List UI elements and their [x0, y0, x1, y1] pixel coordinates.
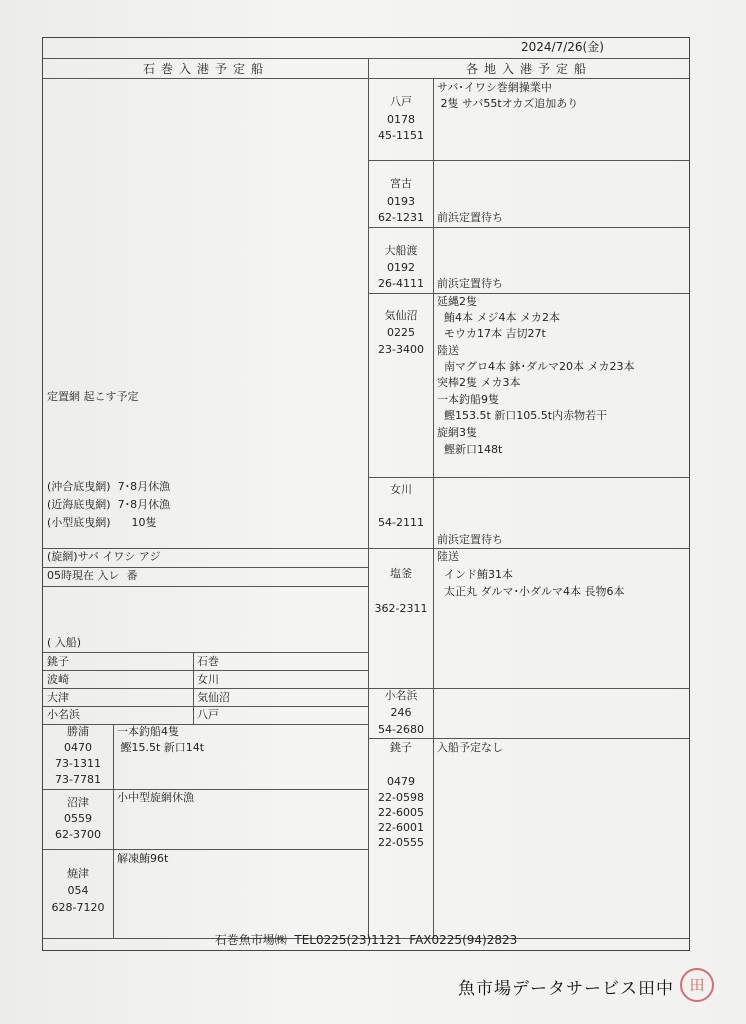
port-info: 陸送: [437, 550, 459, 563]
port-info: サバ･イワシ巻網操業中: [437, 81, 552, 94]
port-tel: 22-0598 22-6005 22-6001 22-0555: [378, 791, 424, 849]
port-info: 解凍鮪96t: [117, 852, 169, 865]
port-tel: 54-2680: [378, 723, 424, 736]
port-code: 0470: [64, 741, 92, 754]
report-date: 2024/7/26(金): [521, 40, 604, 54]
port-info: 旋網3隻: [437, 426, 477, 439]
port-name: 小名浜: [384, 689, 418, 702]
port-name: 銚子: [390, 741, 412, 754]
port-info: 太正丸 ダルマ･小ダルマ4本 長物6本: [437, 585, 625, 598]
port-info: 一本釣船9隻: [437, 393, 499, 406]
port-info: 鮪4本 メジ4本 メカ2本: [437, 311, 560, 324]
nyusen-to: 八戸: [197, 708, 219, 721]
port-tel: 23-3400: [378, 343, 424, 356]
port-name: 女川: [390, 483, 412, 496]
port-code: 0193: [387, 195, 415, 208]
port-info: 入船予定なし: [437, 741, 503, 754]
port-name: 八戸: [390, 95, 412, 108]
seal-stamp: 田: [680, 968, 714, 1002]
port-name: 勝浦: [67, 725, 89, 738]
port-info: 前浜定置待ち: [437, 533, 503, 546]
port-tel: 73-7781: [55, 773, 101, 786]
nyusen-from: 銚子: [47, 655, 69, 668]
port-name: 塩釜: [390, 567, 412, 580]
makiami-time: 05時現在 入レ 番: [47, 569, 138, 582]
right-header: 各地入港予定船: [465, 62, 592, 76]
port-name: 大船渡: [384, 244, 418, 257]
port-info: 2隻 サバ55tオカズ追加あり: [437, 97, 579, 110]
sokobiki-line: (沖合底曳網) 7･8月休漁: [47, 480, 171, 493]
port-info: 一本釣船4隻: [117, 725, 179, 738]
nyusen-from: 波崎: [47, 673, 69, 686]
port-tel: 73-1311: [55, 757, 101, 770]
port-tel: 45-1151: [378, 129, 424, 142]
makiami-title: (旋網)サバ イワシ アジ: [47, 550, 161, 563]
port-info: インド鮪31本: [437, 568, 513, 581]
port-tel: 62-3700: [55, 828, 101, 841]
nyusen-to: 気仙沼: [197, 691, 230, 704]
port-code: 0225: [387, 326, 415, 339]
nyusen-from: 小名浜: [47, 708, 80, 721]
port-tel: 26-4111: [378, 277, 424, 290]
port-info: 鰹153.5t 新口105.5t内赤物若干: [437, 409, 608, 422]
left-header: 石巻入港予定船: [142, 62, 269, 76]
port-code: 054: [67, 884, 89, 897]
port-info: 鰹15.5t 新口14t: [117, 741, 205, 754]
port-code: 0192: [387, 261, 415, 274]
port-info: 南マグロ4本 鉢･ダルマ20本 メカ23本: [437, 360, 635, 373]
nyusen-to: 女川: [197, 673, 219, 686]
nyusen-to: 石巻: [197, 655, 219, 668]
port-tel: 362-2311: [374, 602, 428, 615]
sokobiki-line: (小型底曳網) 10隻: [47, 516, 157, 529]
port-info: 前浜定置待ち: [437, 211, 503, 224]
nyusen-label: ( 入船): [47, 636, 82, 649]
port-name: 沼津: [67, 796, 89, 809]
port-info: 陸送: [437, 344, 459, 357]
port-tel: 62-1231: [378, 211, 424, 224]
port-tel: 0479: [387, 775, 415, 788]
port-info: 前浜定置待ち: [437, 277, 503, 290]
port-info: 鰹新口148t: [437, 443, 503, 456]
footer-contact: 石巻魚市場㈱ TEL0225(23)1121 FAX0225(94)2823: [214, 933, 518, 947]
teichi-note: 定置網 起こす予定: [47, 390, 139, 403]
sokobiki-line: (近海底曳網) 7･8月休漁: [47, 498, 171, 511]
port-tel: 628-7120: [51, 901, 105, 914]
port-info: 突棒2隻 メカ3本: [437, 376, 521, 389]
port-info: モウカ17本 吉切27t: [437, 327, 546, 340]
port-code: 0178: [387, 113, 415, 126]
port-info: 延縄2隻: [437, 295, 477, 308]
port-code: 246: [390, 706, 412, 719]
port-code: 0559: [64, 812, 92, 825]
port-name: 宮古: [390, 177, 412, 190]
port-tel: 54-2111: [378, 516, 424, 529]
signature: 魚市場データサービス田中: [458, 979, 674, 999]
port-info: 小中型旋網休漁: [117, 791, 194, 804]
port-name: 焼津: [67, 867, 89, 880]
port-name: 気仙沼: [384, 309, 418, 322]
nyusen-from: 大津: [47, 691, 69, 704]
report-frame: [42, 37, 690, 951]
